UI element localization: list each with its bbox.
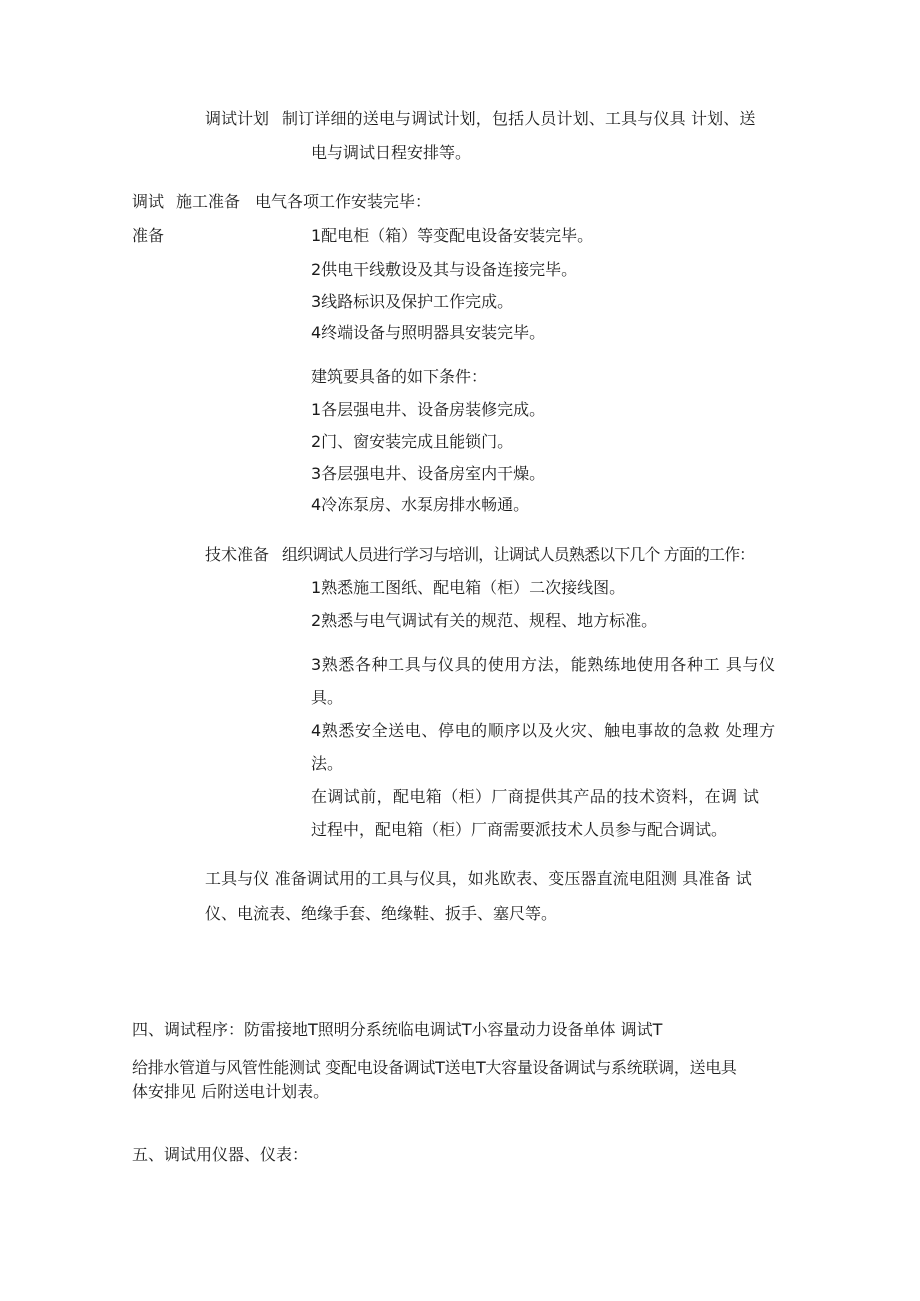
- technical-intro: 组织调试人员进行学习与培训，让调试人员熟悉以下几个 方面的工作：: [282, 545, 755, 564]
- construction-item-2: 2供电干线敷设及其与设备连接完毕。: [311, 260, 578, 279]
- section4-line1: 四、调试程序：防雷接地T照明分系统临电调试T小容量动力设备单体 调试T: [132, 1020, 663, 1039]
- building-item-4: 4冷冻泵房、水泵房排水畅通。: [311, 495, 530, 514]
- tools-line1: 工具与仪 准备调试用的工具与仪具，如兆欧表、变压器直流电阻测 具准备 试: [205, 869, 752, 888]
- prep-label-a: 调试: [132, 192, 165, 211]
- section4-line3: 体安排见 后附送电计划表。: [132, 1082, 330, 1101]
- technical-item-4-line1: 4熟悉安全送电、停电的顺序以及火灾、触电事故的急救 处理方: [311, 721, 776, 740]
- technical-item-4-line2: 法。: [311, 754, 344, 773]
- technical-item-2: 2熟悉与电气调试有关的规范、规程、地方标准。: [311, 611, 658, 630]
- plan-label: 调试计划: [205, 109, 270, 128]
- construction-item-4: 4终端设备与照明器具安装完毕。: [311, 323, 546, 342]
- construction-intro: 电气各项工作安装完毕：: [255, 192, 432, 211]
- building-item-2: 2门、窗安装完成且能锁门。: [311, 432, 514, 451]
- technical-item-1: 1熟悉施工图纸、配电箱（柜）二次接线图。: [311, 578, 626, 597]
- construction-item-1: 1配电柜（箱）等变配电设备安装完毕。: [311, 226, 594, 245]
- section4-line2: 给排水管道与风管性能测试 变配电设备调试T送电T大容量设备调试与系统联调，送电具: [132, 1058, 737, 1077]
- construction-item-3: 3线路标识及保护工作完成。: [311, 292, 514, 311]
- technical-item-3-line1: 3熟悉各种工具与仪具的使用方法，能熟练地使用各种工 具与仪: [311, 655, 776, 674]
- technical-note-line2: 过程中，配电箱（柜）厂商需要派技术人员参与配合调试。: [311, 820, 728, 839]
- construction-label: 施工准备: [176, 192, 241, 211]
- section5-title: 五、调试用仪器、仪表：: [132, 1145, 309, 1164]
- prep-label-b: 准备: [132, 226, 165, 245]
- technical-label: 技术准备: [205, 545, 270, 564]
- building-intro: 建筑要具备的如下条件：: [311, 367, 488, 386]
- plan-text-line1: 制订详细的送电与调试计划，包括人员计划、工具与仪具 计划、送: [282, 109, 756, 128]
- building-item-1: 1各层强电井、设备房装修完成。: [311, 400, 546, 419]
- plan-text-line2: 电与调试日程安排等。: [311, 143, 472, 162]
- technical-note-line1: 在调试前，配电箱（柜）厂商提供其产品的技术资料，在调 试: [311, 787, 760, 806]
- tools-line2: 仪、电流表、绝缘手套、绝缘鞋、扳手、塞尺等。: [205, 904, 558, 923]
- building-item-3: 3各层强电井、设备房室内干燥。: [311, 464, 546, 483]
- technical-item-3-line2: 具。: [311, 688, 344, 707]
